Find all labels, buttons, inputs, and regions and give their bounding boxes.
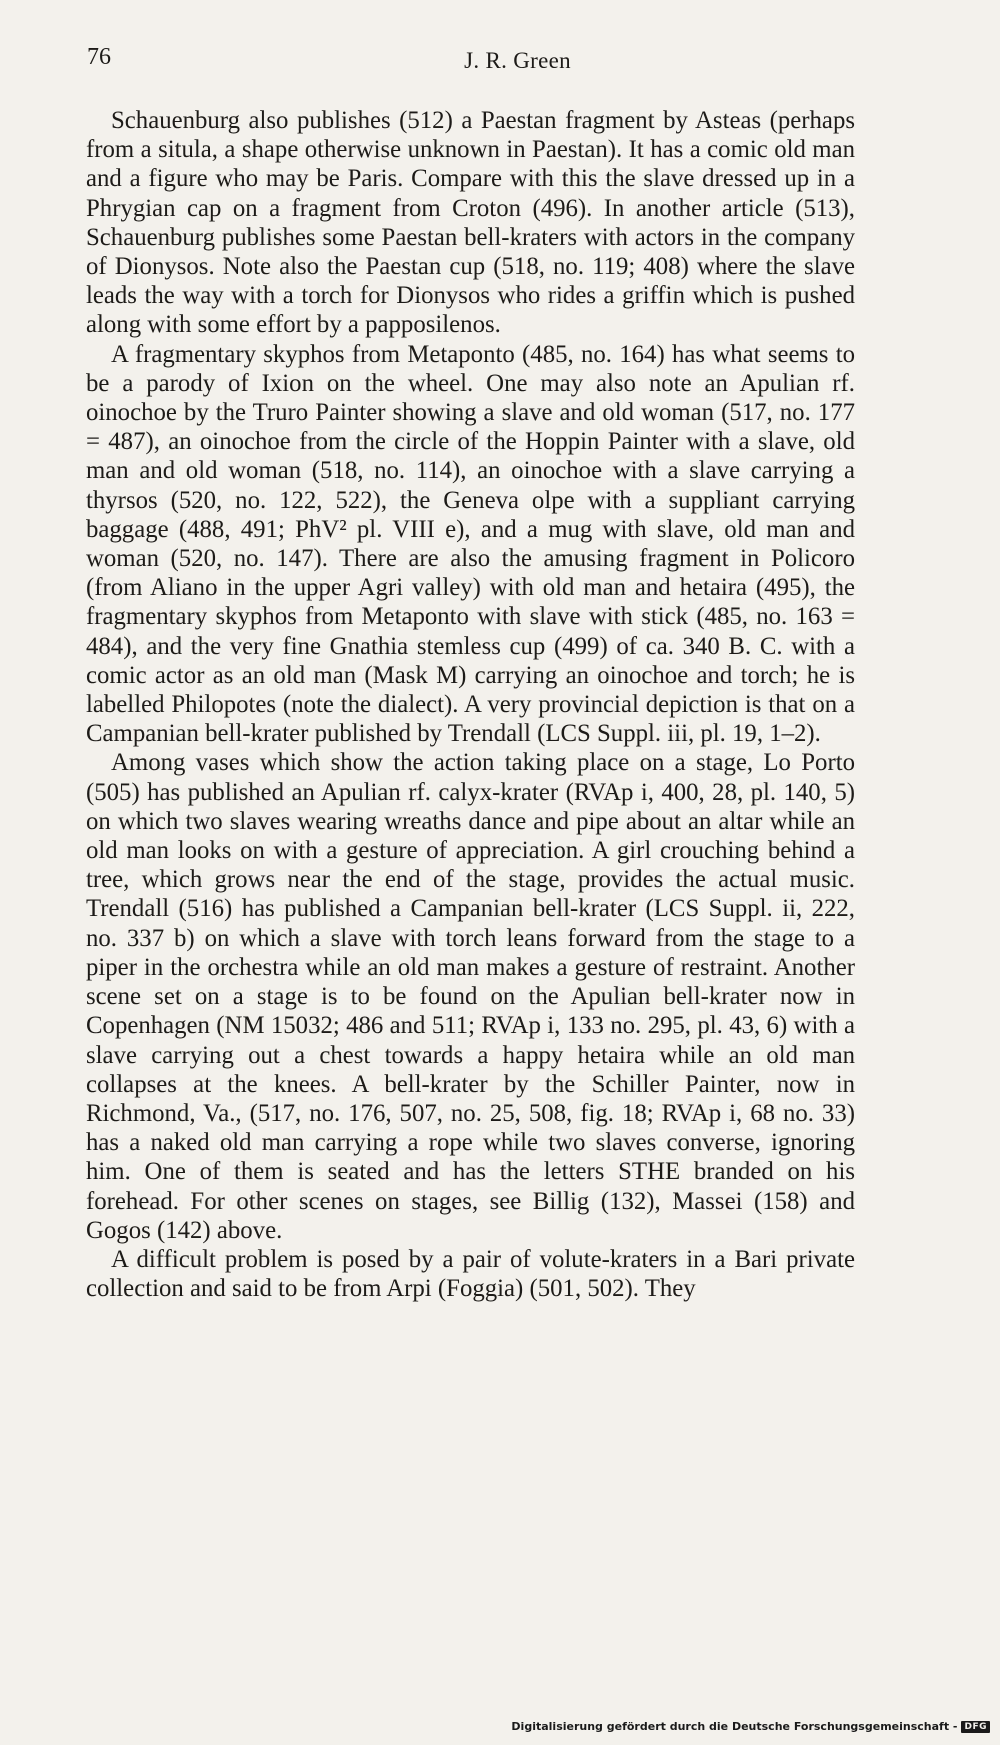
credit-text: Digitalisierung gefördert durch die Deutsche Forschungsgemeinschaft - [511,1720,958,1733]
running-head [87,44,948,78]
paragraph-2: A fragmentary skyphos from Metaponto (485, no. 164) has what seems to be a parody of Ixion on the wheel. One may also note an Apulian rf. oinochoe by the Truro Painter showing a slave and old woman (517, no. 177 = 487), an oinochoe from the circle of the Hoppin Painter with a slave, old man and old woman (518, no. 114), an oinochoe with a slave carrying a thyrsos (520, no. 122, 522), the Geneva olpe with a suppliant carrying baggage (488, 491; PhV² pl. VIII e), and a mug with slave, old man and woman (520, no. 147). There are also the amusing fragment in Policoro (from Aliano in the upper Agri valley) with old man and hetaira (495), the fragmentary skyphos from Metaponto with slave with stick (485, no. 163 = 484), and the very fine Gnathia stemless cup (499) of ca. 340 B. C. with a comic actor as an old man (Mask M) carrying an oinochoe and torch; he is labelled Philopotes (note the dialect). A very provincial depiction is that on a Campanian bell-krater published by Trendall (LCS Suppl. iii, pl. 19, 1–2). [86,340,855,748]
paragraph-1: Schauenburg also publishes (512) a Paestan fragment by Asteas (perhaps from a situla, a shape otherwise unknown in Paestan). It has a comic old man and a figure who may be Paris. Compare with this the slave dressed up in a Phrygian cap on a fragment from Croton (496). In another article (513), Schauenburg publishes some Paestan bell-kraters with actors in the company of Dionysos. Note also the Paestan cup (518, no. 119; 408) where the slave leads the way with a torch for Dionysos who rides a griffin which is pushed along with some effort by a papposilenos. [86,107,855,339]
running-head-author: J. R. Green [464,48,571,73]
paragraph-4: A difficult problem is posed by a pair of volute-kraters in a Bari private collection and said to be from Arpi (Foggia) (501, 502). They [86,1245,855,1303]
dfg-logo: DFG [961,1721,990,1733]
digitization-credit [511,1720,990,1733]
body-text [86,106,855,1303]
page-number: 76 [87,44,111,70]
paragraph-3: Among vases which show the action taking place on a stage, Lo Porto (505) has published an Apulian rf. calyx-krater (RVAp i, 400, 28, pl. 140, 5) on which two slaves wearing wreaths dance and pipe about an altar while an old man looks on with a gesture of appreciation. A girl crouching behind a tree, which grows near the end of the stage, provides the actual music. Trendall (516) has published a Campanian bell-krater (LCS Suppl. ii, 222, no. 337 b) on which a slave with torch leans forward from the stage to a piper in the orchestra while an old man makes a gesture of restraint. Another scene set on a stage is to be found on the Apulian bell-krater now in Copenhagen (NM 15032; 486 and 511; RVAp i, 133 no. 295, pl. 43, 6) with a slave carrying out a chest towards a happy hetaira while an old man collapses at the knees. A bell-krater by the Schiller Painter, now in Richmond, Va., (517, no. 176, 507, no. 25, 508, fig. 18; RVAp i, 68 no. 33) has a naked old man carrying a rope while two slaves converse, ignoring him. One of them is seated and has the letters STHE branded on his forehead. For other scenes on stages, see Billig (132), Massei (158) and Gogos (142) above. [86,749,855,1244]
